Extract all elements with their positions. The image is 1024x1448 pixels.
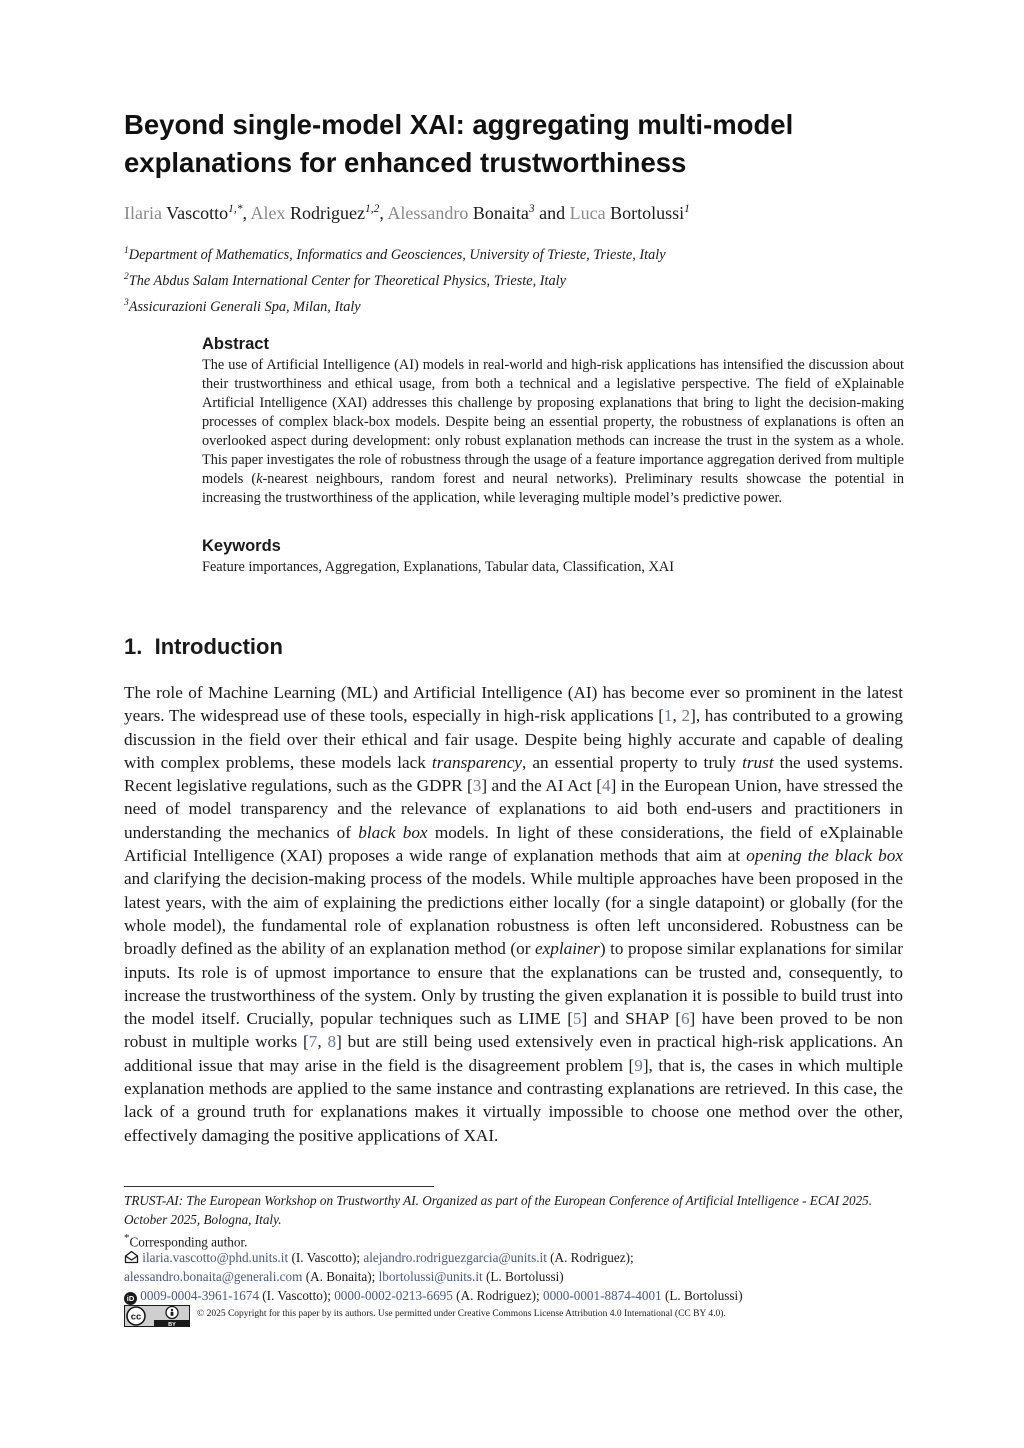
email-list: ilaria.vascotto@phd.units.it (I. Vascotto); alejandro.rodriguezgarcia@units.it (A. Rodriguez); alessandro.bonaita@generali.com (A. Bonaita); lbortolussi@units.it (L. Bortolussi) [124, 1250, 634, 1284]
venue-footnote: TRUST-AI: The European Workshop on Trustworthy AI. Organized as part of the European Conference of Artificial Intelligence - ECAI 2025. October 2025, Bologna, Italy. [124, 1193, 873, 1227]
author: Luca Bortolussi$^1$ [569, 203, 690, 223]
orcid-link[interactable]: 0009-0004-3961-1674 [140, 1288, 259, 1303]
citation-link[interactable]: 2 [681, 706, 691, 726]
citation-link[interactable]: 5 [572, 1009, 582, 1029]
author: Alessandro Bonaita$^3$ [387, 203, 535, 223]
citation-link[interactable]: 3 [472, 776, 482, 796]
orcid-link[interactable]: 0000-0002-0213-6695 [334, 1288, 453, 1303]
citation-link[interactable]: 1 [663, 706, 673, 726]
keywords-heading: Keywords [202, 537, 281, 555]
affiliation: $^3$Assicurazioni Generali Spa, Milan, Italy [124, 297, 361, 315]
citation-link[interactable]: 4 [602, 776, 611, 796]
affiliation-list [124, 240, 666, 317]
orcid-icon: iD [124, 1292, 137, 1305]
envelope-icon [124, 1250, 139, 1264]
author-list: Ilaria Vascotto$^{1,*}$, Alex Rodriguez$^{1,2}$, Alessandro Bonaita$^3$ and Luca Bortolussi$^1$ [124, 203, 690, 223]
copyright-notice: © 2025 Copyright for this paper by its authors. Use permitted under Creative Commons License Attribution 4.0 International (CC BY 4.0). [197, 1309, 726, 1319]
introduction-paragraph: The role of Machine Learning (ML) and Artificial Intelligence (AI) has become ever so prominent in the latest years. The widespread use of these tools, especially in high-risk applications [1, 2], has contributed to a growing discussion in the field over their ethical and fair usage. Despite being highly accurate and capable of dealing with complex problems, these models lack transparency, an essential property to truly trust the used systems. Recent legislative regulations, such as the GDPR [3] and the AI Act [4] in the European Union, have stressed the need of model transparency and the relevance of explanations to aid both end-users and practitioners in understanding the mechanics of black box models. In light of these considerations, the field of eXplainable Artificial Intelligence (XAI) proposes a wide range of explanation methods that aim at opening the black box and clarifying the decision-making process of the models. While multiple approaches have been proposed in the latest years, with the aim of explaining the predictions either locally (for a single datapoint) or globally (for the whole model), the fundamental role of explanation robustness is often left unconsidered. Robustness can be broadly defined as the ability of an explanation method (or explainer) to propose similar explanations for similar inputs. Its role is of upmost importance to ensure that the explanations can be trusted and, consequently, to increase the trustworthiness of the system. Only by trusting the given explanation it is possible to build trust into the model itself. Crucially, popular techniques such as LIME [5] and SHAP [6] have been proved to be non robust in multiple works [7, 8] but are still being used extensively even in practical high-risk applications. An additional issue that may arise in the field is the disagreement problem [9], that is, the cases in which multiple explanation methods are applied to the same instance and contrasting explanations are retrieved. In this case, the lack of a ground truth for explanations makes it virtually impossible to choose one method over the other, effectively damaging the positive applications of XAI. [124, 683, 904, 1145]
cc-by-label: BY [168, 1322, 176, 1327]
citation-link[interactable]: 8 [327, 1032, 337, 1052]
author: Ilaria Vascotto$^{1,*}$ [124, 203, 243, 223]
email-link[interactable]: ilaria.vascotto@phd.units.it [142, 1250, 289, 1265]
affiliation: $^1$Department of Mathematics, Informatics and Geosciences, University of Trieste, Trieste, Italy [124, 246, 666, 263]
paper-title: Beyond single-model XAI: aggregating multi-model explanations for enhanced trustworthiness [124, 109, 794, 178]
abstract-heading: Abstract [202, 335, 269, 353]
affiliation: $^2$The Abdus Salam International Center for Theoretical Physics, Trieste, Italy [124, 271, 566, 289]
email-link[interactable]: lbortolussi@units.it [378, 1269, 483, 1284]
email-link[interactable]: alessandro.bonaita@generali.com [124, 1269, 303, 1284]
citation-link[interactable]: 9 [634, 1055, 643, 1075]
keywords-text: Feature importances, Aggregation, Explanations, Tabular data, Classification, XAI [202, 559, 674, 575]
abstract-text: The use of Artificial Intelligence (AI) models in real-world and high-risk applications has intensified the discussion about their trustworthiness and ethical usage, from both a technical and a legislative perspective. The field of eXplainable Artificial Intelligence (XAI) addresses this challenge by proposing explanations that bring to light the decision-making processes of complex black-box models. Despite being an essential property, the robustness of explanations is often an overlooked aspect during development: only robust explanation methods can increase the trust in the system as a whole. This paper investigates the role of robustness through the usage of a feature importance aggregation derived from multiple models (k-nearest neighbours, random forest and neural networks). Preliminary results showcase the potential in increasing the trustworthiness of the application, while leveraging multiple model’s predictive power. [202, 357, 904, 506]
citation-link[interactable]: 6 [680, 1009, 690, 1029]
section-heading: 1. Introduction [124, 634, 283, 659]
citation-link[interactable]: 7 [308, 1032, 318, 1052]
footnote-divider [124, 1186, 434, 1187]
svg-text:cc: cc [130, 1311, 142, 1323]
author: Alex Rodriguez$^{1,2}$ [250, 203, 380, 223]
orcid-link[interactable]: 0000-0001-8874-4001 [542, 1288, 662, 1303]
corresponding-author-note: *Corresponding author. [124, 1232, 248, 1250]
creative-commons-license-icon[interactable] [124, 1305, 190, 1327]
orcid-list: iD 0009-0004-3961-1674 (I. Vascotto); 0000-0002-0213-6695 (A. Rodriguez); 0000-0001-8874-4001 (L. Bortolussi) [124, 1286, 904, 1305]
email-link[interactable]: alejandro.rodriguezgarcia@units.it [363, 1250, 547, 1265]
